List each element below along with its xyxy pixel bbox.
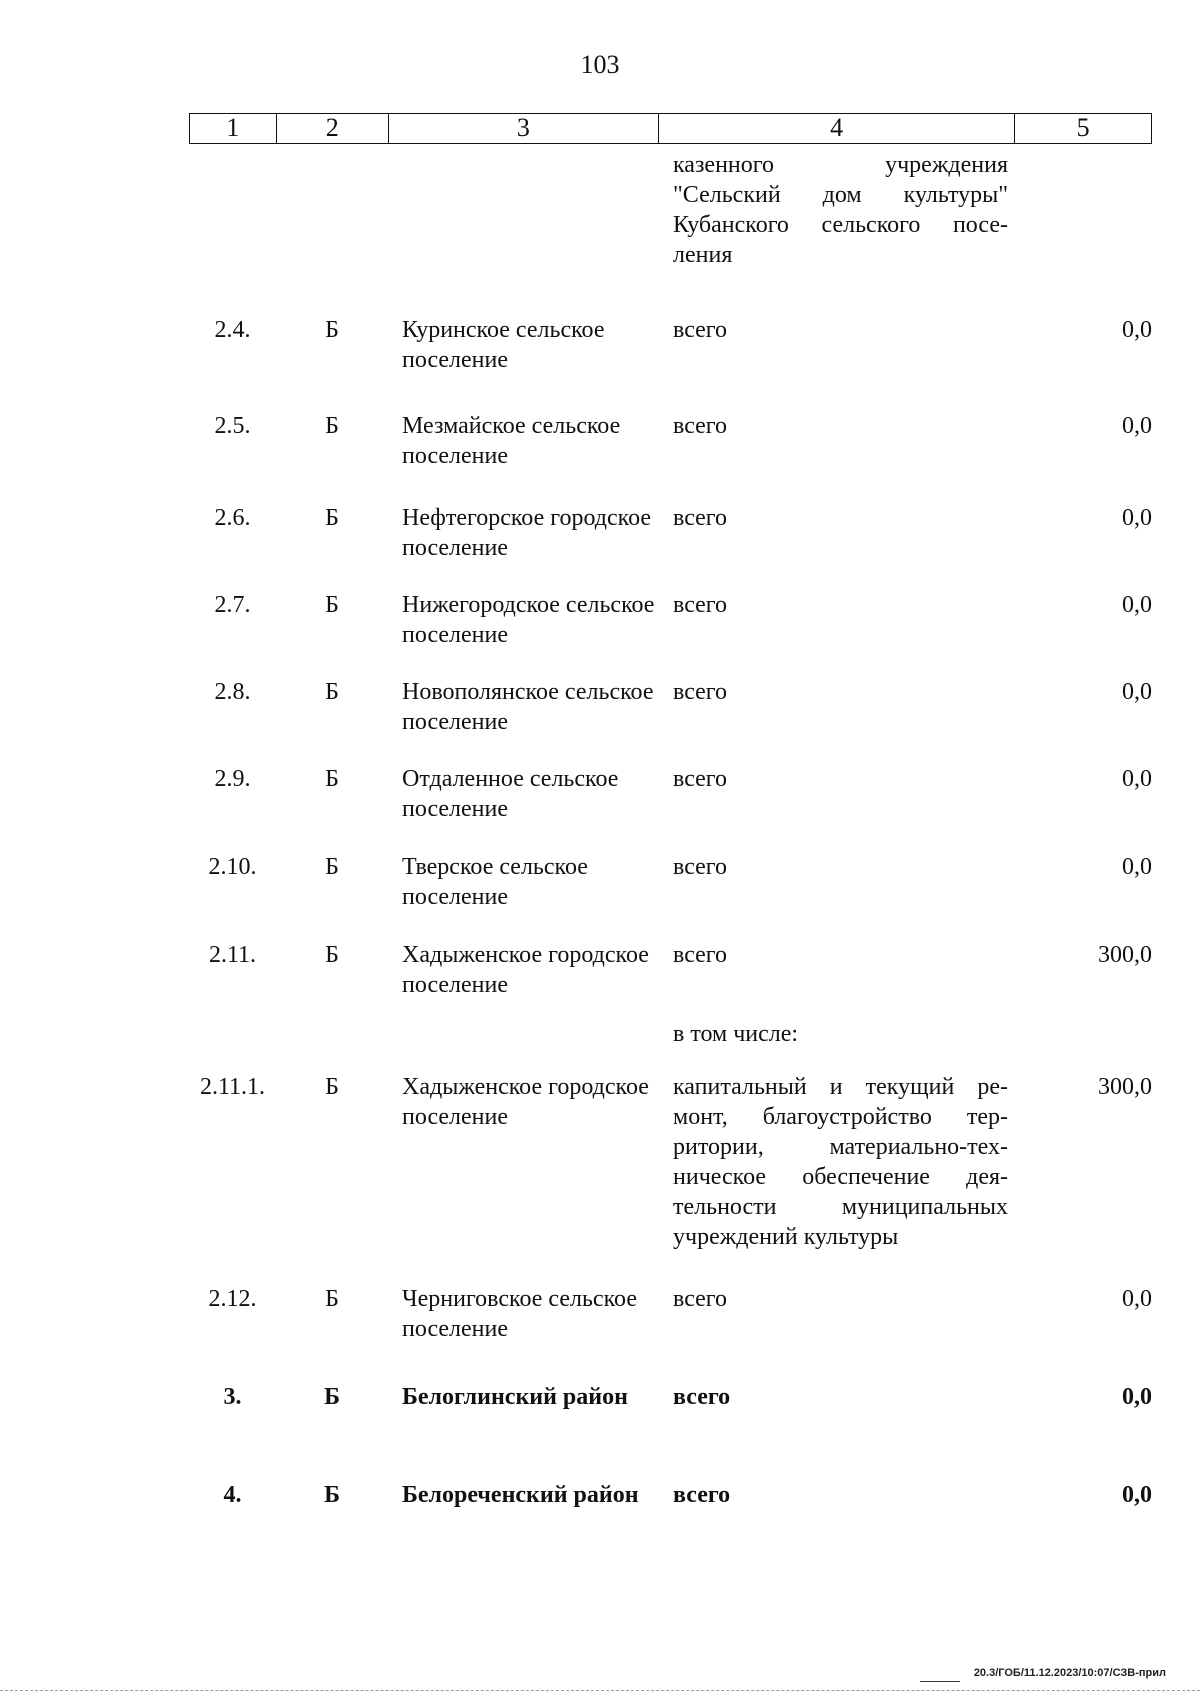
- row-name: Хадыженское городское поселение: [402, 942, 649, 998]
- table-header: [189, 113, 1152, 144]
- header-col-5: 5: [1076, 113, 1090, 142]
- row-value: 0,0: [1122, 854, 1152, 880]
- header-col-3: 3: [389, 114, 659, 143]
- row-code: Б: [325, 766, 339, 792]
- row-value: 0,0: [1122, 1286, 1152, 1312]
- row-name: Новополянское сельское поселение: [402, 679, 654, 735]
- row-number: 2.6.: [214, 505, 251, 531]
- row-description: всего: [673, 1482, 731, 1508]
- row-name: Белоглинский район: [402, 1384, 628, 1410]
- row-description: в том числе:: [673, 1021, 799, 1047]
- row-description: капитальный и текущий ре-монт, благоустройство тер-ритории, материально-тех-ническое обеспечение дея-тельности муниципальных учреждений культуры: [673, 1074, 1008, 1250]
- row-name: Черниговское сельское поселение: [402, 1286, 637, 1342]
- row-value: 0,0: [1122, 413, 1152, 439]
- row-value: 0,0: [1122, 592, 1152, 618]
- row-name: Нефтегорское городское поселение: [402, 505, 652, 561]
- row-code: Б: [325, 592, 339, 618]
- row-description: всего: [673, 413, 728, 439]
- row-name: Белореченский район: [402, 1482, 639, 1508]
- row-number: 2.5.: [214, 413, 251, 439]
- row-number: 4.: [223, 1482, 242, 1508]
- header-col-4: 4: [659, 114, 1015, 143]
- row-value: 300,0: [1098, 942, 1152, 968]
- row-value: 0,0: [1122, 1384, 1152, 1410]
- row-value: 0,0: [1122, 766, 1152, 792]
- row-code: Б: [325, 942, 339, 968]
- continuation-text: казенного учреждения "Сельский дом культуры" Кубанского сельского посе-ления: [673, 152, 1008, 268]
- row-name: Отдаленное сельское поселение: [402, 766, 619, 822]
- row-code: Б: [324, 1482, 340, 1508]
- row-description: всего: [673, 942, 728, 968]
- row-name: Хадыженское городское поселение: [402, 1074, 649, 1130]
- row-name: Тверское сельское поселение: [402, 854, 588, 910]
- row-value: 300,0: [1098, 1074, 1152, 1100]
- row-number: 3.: [223, 1384, 242, 1410]
- row-number: 2.12.: [208, 1286, 257, 1312]
- row-code: Б: [325, 1074, 339, 1100]
- row-name: Мезмайское сельское поселение: [402, 413, 621, 469]
- row-value: 0,0: [1122, 505, 1152, 531]
- row-number: 2.4.: [214, 317, 251, 343]
- row-code: Б: [325, 505, 339, 531]
- header-col-2: 2: [277, 114, 389, 143]
- scan-edge-line: [0, 1690, 1200, 1691]
- row-description: всего: [673, 592, 728, 618]
- row-description: всего: [673, 679, 728, 705]
- row-description: всего: [673, 1384, 731, 1410]
- header-col-1: 1: [190, 114, 277, 143]
- row-value: 0,0: [1122, 317, 1152, 343]
- page-number: 103: [580, 50, 620, 79]
- document-code: 20.3/ГОБ/11.12.2023/10:07/СЗВ-прил: [973, 1667, 1166, 1679]
- row-number: 2.11.: [208, 942, 257, 968]
- row-value: 0,0: [1122, 679, 1152, 705]
- row-description: всего: [673, 317, 728, 343]
- row-code: Б: [325, 1286, 339, 1312]
- row-description: всего: [673, 766, 728, 792]
- row-number: 2.9.: [214, 766, 251, 792]
- row-number: 2.8.: [214, 679, 251, 705]
- row-code: Б: [325, 317, 339, 343]
- row-code: Б: [325, 679, 339, 705]
- row-number: 2.7.: [214, 592, 251, 618]
- row-name: Нижегородское сельское поселение: [402, 592, 655, 648]
- row-code: Б: [324, 1384, 340, 1410]
- row-name: Куринское сельское поселение: [402, 317, 605, 373]
- row-code: Б: [325, 854, 339, 880]
- row-description: всего: [673, 1286, 728, 1312]
- row-code: Б: [325, 413, 339, 439]
- row-value: 0,0: [1122, 1482, 1152, 1508]
- row-number: 2.11.1.: [199, 1074, 266, 1100]
- row-description: всего: [673, 854, 728, 880]
- row-description: всего: [673, 505, 728, 531]
- row-number: 2.10.: [208, 854, 257, 880]
- footer-divider: [920, 1681, 960, 1682]
